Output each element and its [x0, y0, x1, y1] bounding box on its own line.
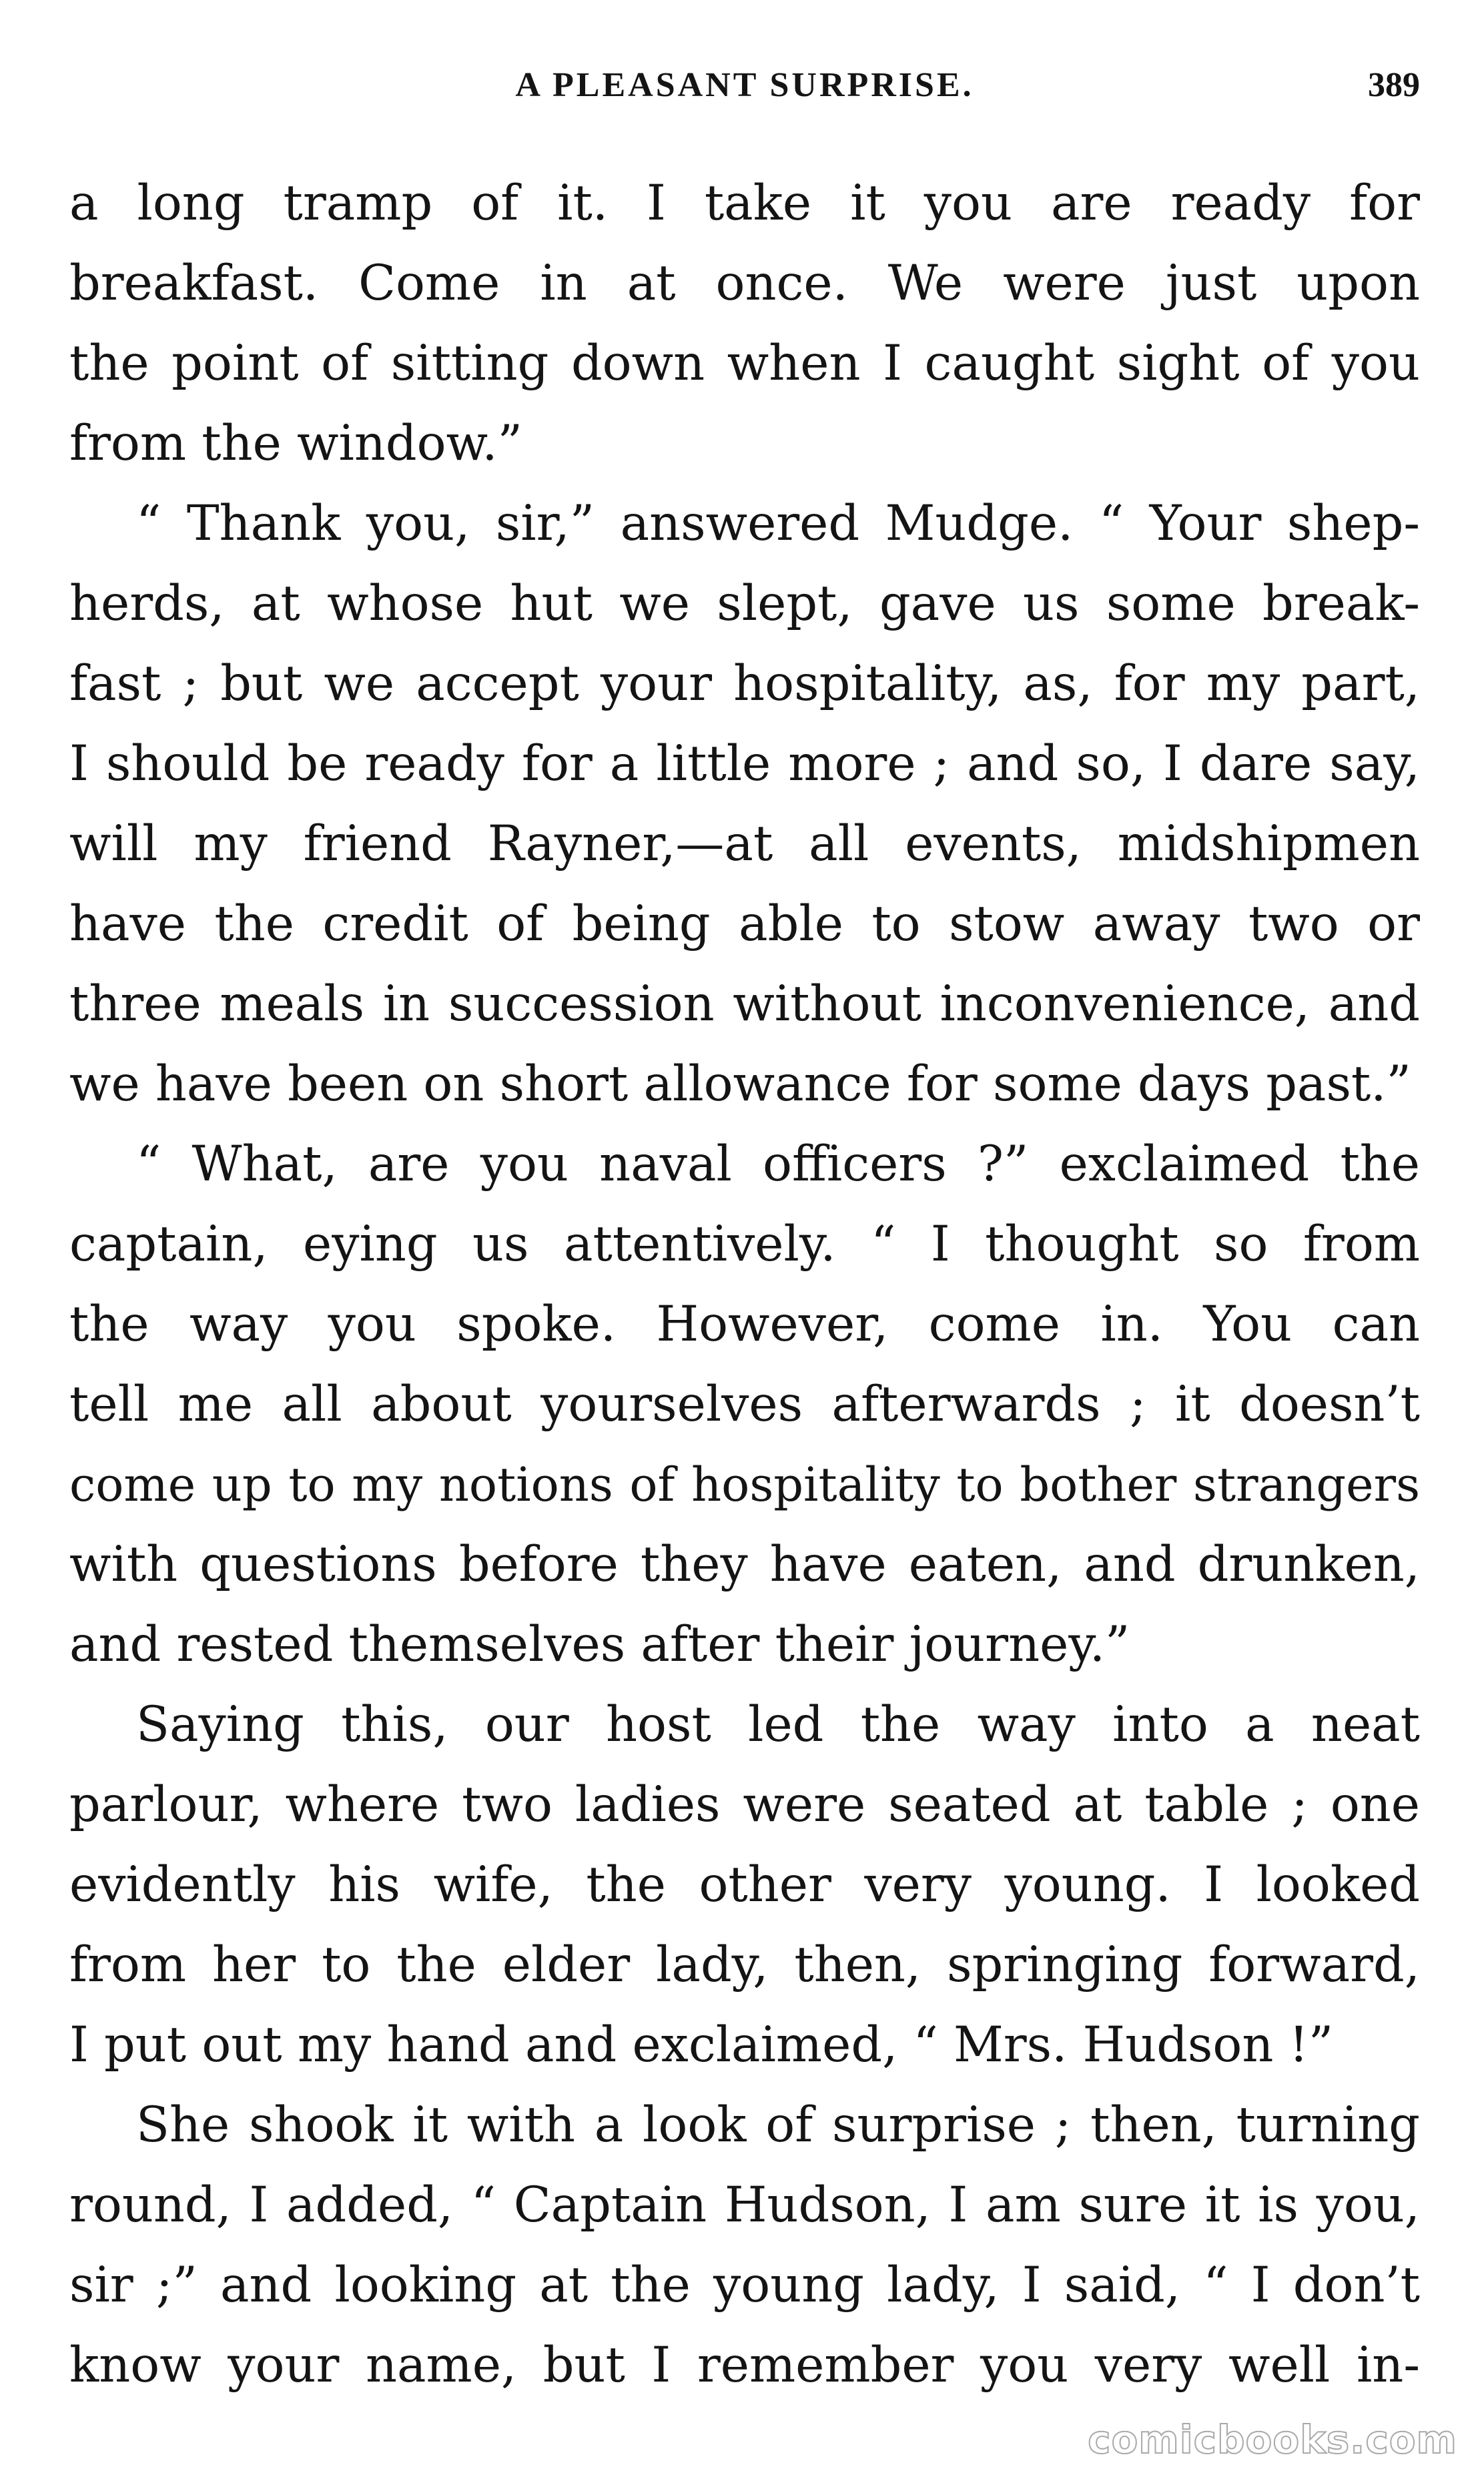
text-line: from the window.” — [69, 415, 522, 472]
text-line: the way you spoke. However, come in. You can — [69, 1296, 1420, 1353]
text-line: tell me all about yourselves afterwards ; it doesn’t — [69, 1376, 1420, 1433]
text-line: we have been on short allowance for some days past.” — [69, 1056, 1411, 1112]
text-line: sir ;” and looking at the young lady, I said, “ I don’t — [69, 2257, 1420, 2314]
running-title: A PLEASANT SURPRISE. — [515, 66, 974, 104]
text-line: parlour, where two ladies were seated at table ; one — [69, 1776, 1420, 1833]
running-head — [69, 59, 1420, 112]
text-line: round, I added, “ Captain Hudson, I am sure it is you, — [69, 2177, 1420, 2233]
text-line: the point of sitting down when I caught sight of you — [69, 335, 1420, 392]
text-line: I put out my hand and exclaimed, “ Mrs. Hudson !” — [69, 2017, 1334, 2073]
text-line: have the credit of being able to stow away two or — [69, 896, 1420, 952]
text-line: and rested themselves after their journey.” — [69, 1616, 1130, 1673]
text-line: know your name, but I remember you very well in- — [69, 2337, 1420, 2394]
watermark-logo: comicbooks.com — [1088, 2417, 1457, 2462]
text-line: come up to my notions of hospitality to bother strangers — [69, 1457, 1420, 1512]
text-line: with questions before they have eaten, and drunken, — [69, 1536, 1420, 1593]
text-line: “ Thank you, sir,” answered Mudge. “ Your shep- — [136, 495, 1420, 552]
text-line: breakfast. Come in at once. We were just upon — [69, 255, 1420, 312]
text-line: captain, eying us attentively. “ I thought so from — [69, 1216, 1420, 1273]
body-text — [69, 163, 1420, 2406]
text-line: a long tramp of it. I take it you are ready for — [69, 175, 1420, 232]
text-line: She shook it with a look of surprise ; then, turning — [136, 2097, 1420, 2153]
text-line: evidently his wife, the other very young. I looked — [69, 1856, 1420, 1913]
text-line: from her to the elder lady, then, springing forward, — [69, 1936, 1420, 1993]
text-line: will my friend Rayner,—at all events, midshipmen — [69, 815, 1420, 872]
text-line: herds, at whose hut we slept, gave us some break- — [69, 575, 1420, 632]
text-line: fast ; but we accept your hospitality, as, for my part, — [69, 655, 1420, 712]
text-line: “ What, are you naval officers ?” exclaimed the — [136, 1136, 1420, 1192]
text-line: Saying this, our host led the way into a neat — [136, 1696, 1420, 1753]
page-number: 389 — [1368, 66, 1420, 104]
text-line: three meals in succession without inconvenience, and — [69, 976, 1420, 1032]
text-line: I should be ready for a little more ; and so, I dare say, — [69, 735, 1420, 792]
